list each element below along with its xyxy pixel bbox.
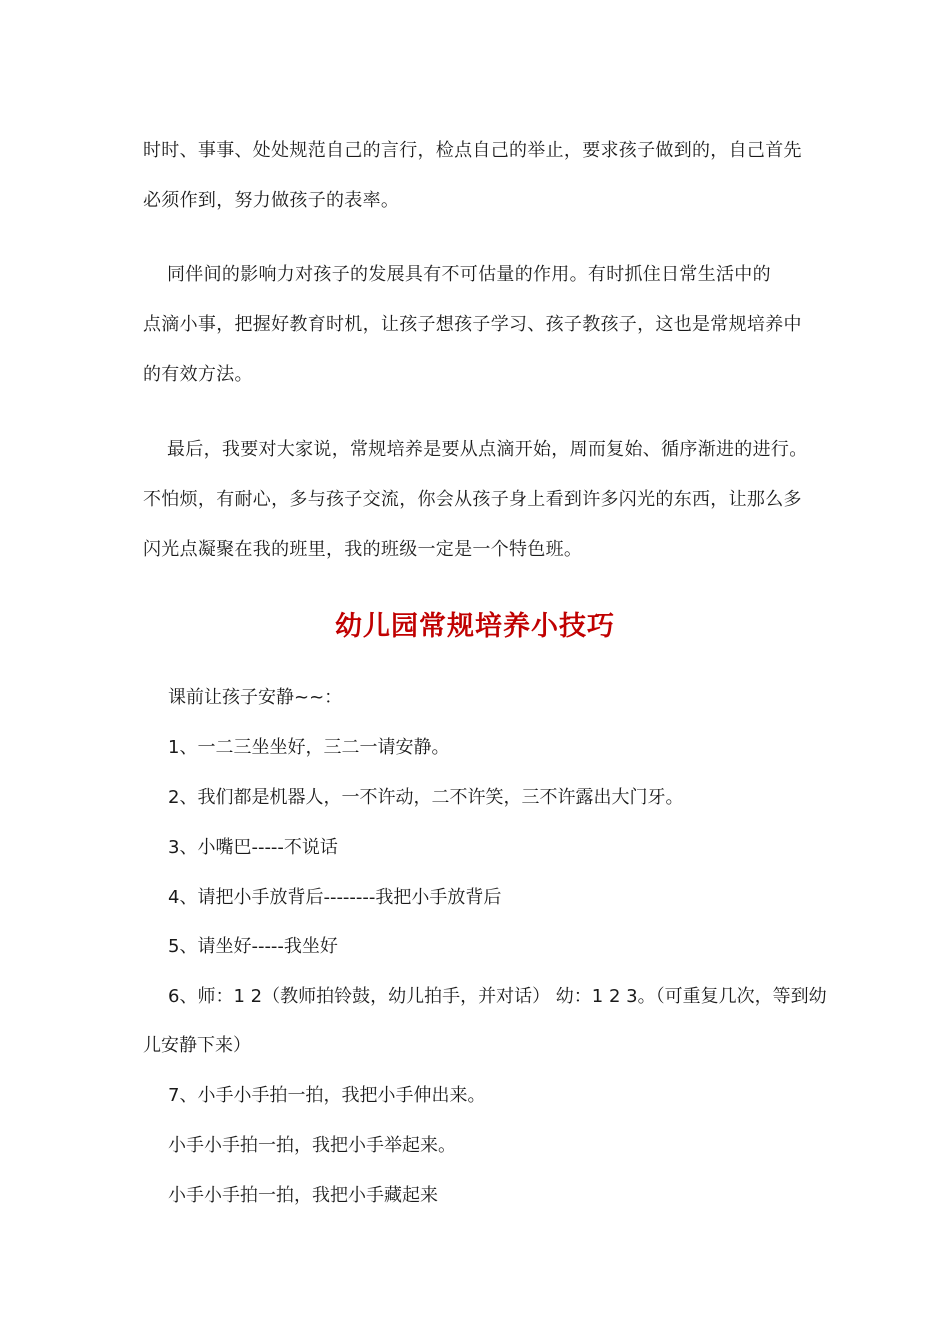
- paragraph-line: 的有效方法。: [143, 364, 253, 385]
- list-item: 1、一二三坐坐好，三二一请安静。: [168, 737, 450, 758]
- paragraph-line: 时时、事事、处处规范自己的言行，检点自己的举止，要求孩子做到的，自己首先: [143, 140, 802, 161]
- list-item: 3、小嘴巴-----不说话: [168, 837, 338, 858]
- paragraph-line: 闪光点凝聚在我的班里，我的班级一定是一个特色班。: [143, 539, 583, 560]
- paragraph-line: 最后，我要对大家说，常规培养是要从点滴开始，周而复始、循序渐进的进行。: [167, 439, 808, 460]
- list-item: 5、请坐好-----我坐好: [168, 936, 338, 957]
- list-item: 小手小手拍一拍，我把小手藏起来: [168, 1185, 438, 1206]
- paragraph-line: 不怕烦，有耐心，多与孩子交流，你会从孩子身上看到许多闪光的东西，让那么多: [143, 489, 802, 510]
- section-title: 幼儿园常规培养小技巧: [335, 611, 615, 642]
- paragraph-line: 必须作到，努力做孩子的表率。: [143, 190, 400, 211]
- paragraph-2: [143, 250, 808, 400]
- list-item: 7、小手小手拍一拍，我把小手伸出来。: [168, 1085, 486, 1106]
- section-intro: 课前让孩子安静~~：: [168, 687, 343, 708]
- list-item-continuation: 儿安静下来）: [143, 1035, 251, 1056]
- list-item: 小手小手拍一拍，我把小手举起来。: [168, 1135, 456, 1156]
- paragraph-1: [143, 126, 808, 226]
- paragraph-3: [143, 425, 808, 575]
- list-item: 6、师：1 2（教师拍铃鼓，幼儿拍手，并对话） 幼：1 2 3。（可重复几次，等到幼: [168, 986, 827, 1007]
- list-item: 2、我们都是机器人，一不许动，二不许笑，三不许露出大门牙。: [168, 787, 684, 808]
- paragraph-line: 同伴间的影响力对孩子的发展具有不可估量的作用。有时抓住日常生活中的: [167, 264, 771, 285]
- paragraph-line: 点滴小事，把握好教育时机，让孩子想孩子学习、孩子教孩子，这也是常规培养中: [143, 314, 802, 335]
- list-item: 4、请把小手放背后--------我把小手放背后: [168, 887, 502, 908]
